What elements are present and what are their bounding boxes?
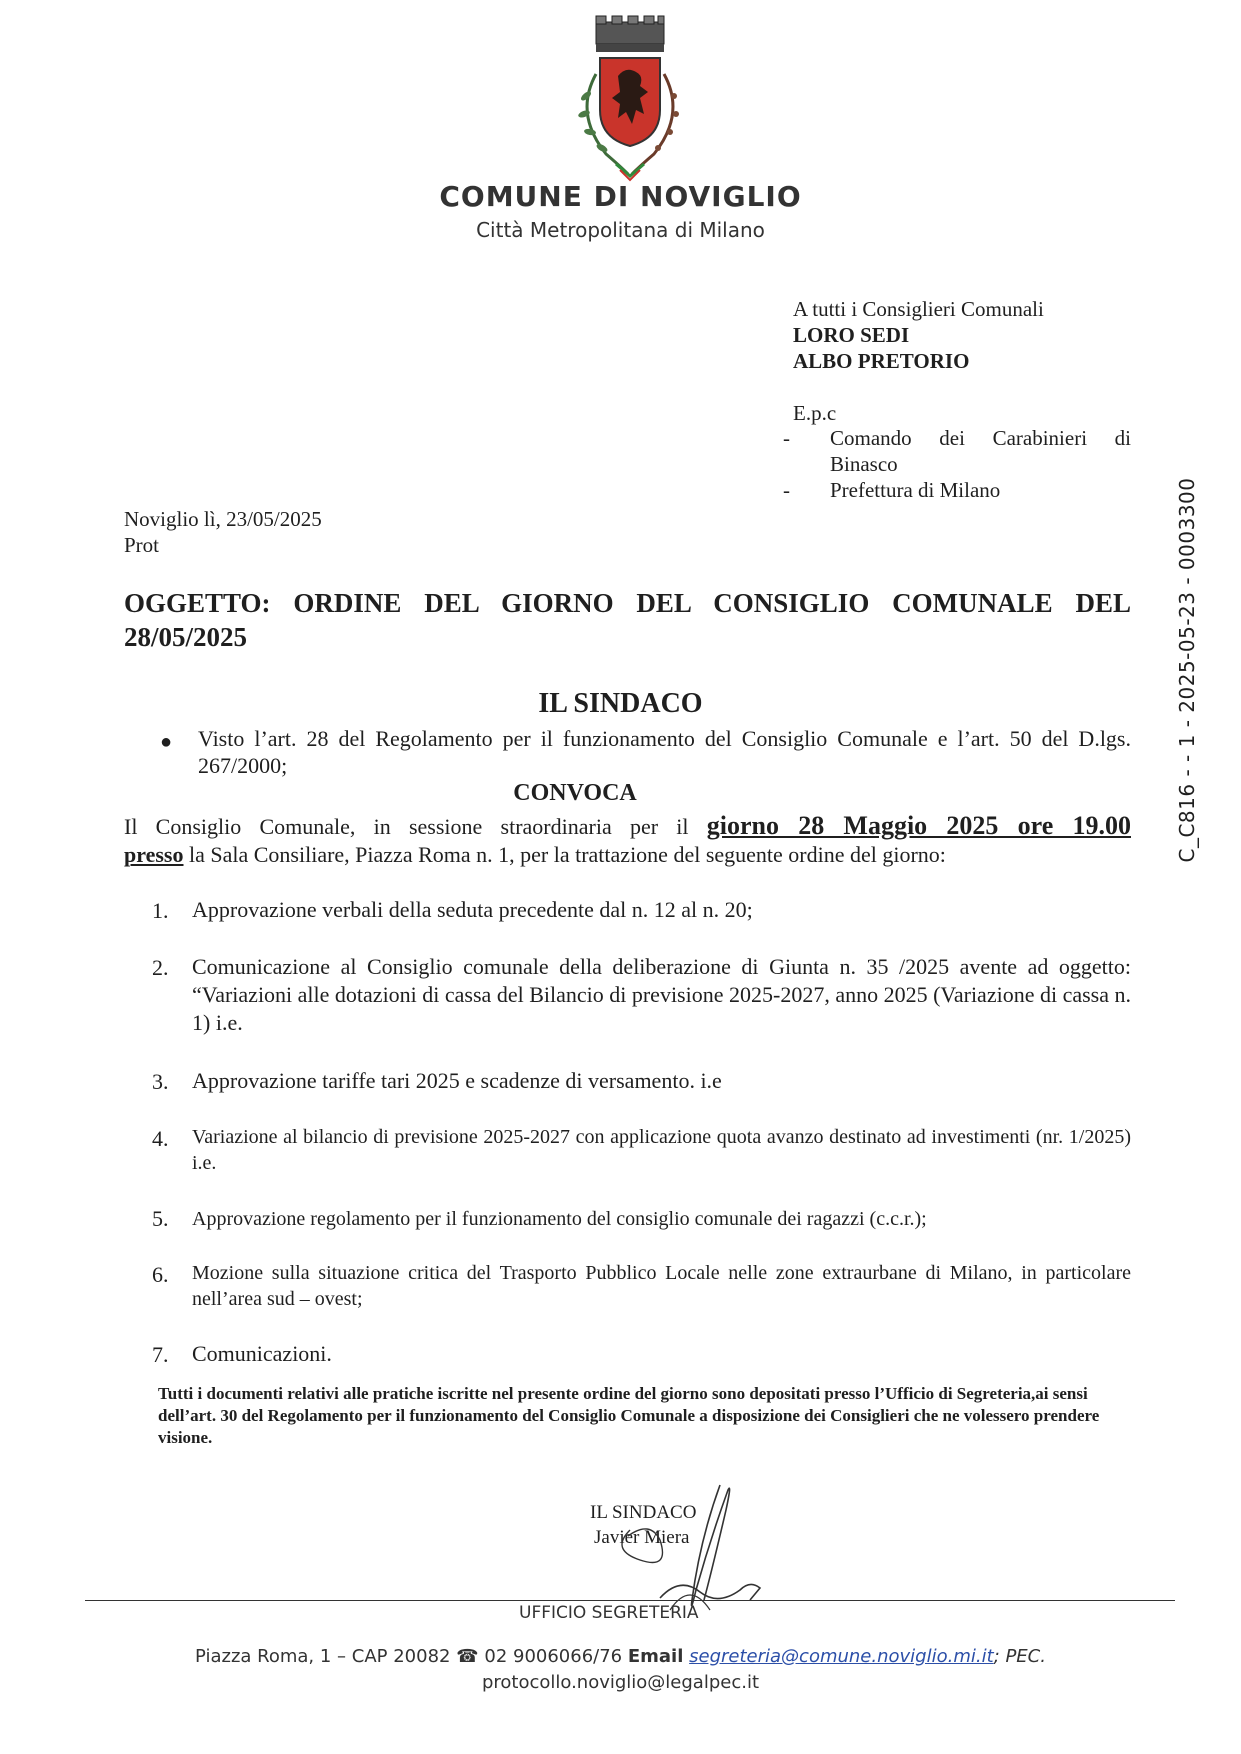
agenda-num: 6.	[152, 1262, 169, 1287]
footer-address: Piazza Roma, 1 – CAP 20082	[195, 1646, 457, 1667]
agenda-item: Approvazione verbali della seduta precedente dal n. 12 al n. 20;	[192, 897, 753, 922]
agenda-item: Variazione al bilancio di previsione 2025-2027 con applicazione quota avanzo destinato ad investimenti (nr. 1/2025) i.e.	[192, 1126, 1131, 1174]
place-date-line: Noviglio lì, 23/05/2025	[124, 507, 322, 531]
footer-contacts	[0, 1646, 1241, 1667]
footer-divider	[85, 1600, 1175, 1601]
org-name: COMUNE DI NOVIGLIO	[439, 180, 802, 213]
agenda-num: 4.	[152, 1126, 169, 1151]
recipient-line-3: ALBO PRETORIO	[793, 349, 970, 373]
cc-dash: -	[783, 426, 790, 450]
agenda-num: 5.	[152, 1206, 169, 1231]
recipient-line-2: LORO SEDI	[793, 323, 910, 347]
protocol-line: Prot	[124, 533, 160, 557]
intro-text-a: Il Consiglio Comunale, in sessione straordinaria per il	[124, 814, 707, 839]
place-date	[124, 506, 322, 558]
agenda-num: 3.	[152, 1069, 169, 1094]
epc-label: E.p.c	[793, 401, 837, 425]
bullet-icon: ●	[160, 731, 173, 753]
intro-presso: presso	[124, 842, 184, 867]
agenda-item: Comunicazioni.	[192, 1341, 332, 1366]
telephone-icon: ☎	[456, 1646, 479, 1667]
protocol-stamp-text: C_C816 - - 1 - 2025-05-23 - 0003300	[1175, 477, 1199, 863]
intro-text-b: la Sala Consiliare, Piazza Roma n. 1, per la trattazione del seguente ordine del giorno:	[183, 842, 946, 867]
agenda-item: Approvazione tariffe tari 2025 e scadenze di versamento. i.e	[192, 1068, 722, 1093]
cc-item-1-line2: Binasco	[830, 452, 898, 476]
agenda-item: Approvazione regolamento per il funzionamento del consiglio comunale dei ragazzi (c.c.r.);	[192, 1208, 927, 1230]
agenda-num: 1.	[152, 898, 169, 923]
footer-email-label: Email	[627, 1646, 684, 1667]
intro-paragraph	[124, 812, 1131, 869]
cc-dash: -	[783, 478, 790, 502]
footer-pec-label: ; PEC.	[993, 1646, 1046, 1667]
convoca-heading: CONVOCA	[513, 780, 637, 806]
org-subtitle: Città Metropolitana di Milano	[476, 218, 765, 242]
agenda-item: Mozione sulla situazione critica del Trasporto Pubblico Locale nelle zone extraurbane di Milano, in particolare nell’area sud – ovest;	[192, 1262, 1131, 1310]
recipient-line-1: A tutti i Consiglieri Comunali	[793, 297, 1044, 321]
cc-item-2: Prefettura di Milano	[830, 478, 1001, 502]
cc-item-1-line1: Comando dei Carabinieri di	[830, 426, 1131, 450]
signature-title: IL SINDACO	[590, 1502, 697, 1523]
visto-paragraph: Visto l’art. 28 del Regolamento per il funzionamento del Consiglio Comunale e l’art. 50 del D.lgs. 267/2000;	[198, 726, 1131, 778]
office-label: UFFICIO SEGRETERIA	[519, 1603, 699, 1623]
signature-name: Javier Miera	[594, 1527, 690, 1548]
handwritten-signature-icon	[600, 1480, 770, 1620]
documents-note: Tutti i documenti relativi alle pratiche iscritte nel presente ordine del giorno sono depositati presso l’Ufficio di Segreteria,ai sensi dell’art. 30 del Regolamento per il funzionamento del Consiglio Comunale a disposizione dei Consiglieri che ne volessero prendere visione.	[158, 1384, 1100, 1447]
agenda-num: 2.	[152, 955, 169, 980]
subject-heading: OGGETTO: ORDINE DEL GIORNO DEL CONSIGLIO COMUNALE DEL 28/05/2025	[124, 588, 1131, 652]
meeting-date-time: giorno 28 Maggio 2025 ore 19.00	[706, 811, 1131, 840]
footer-phone: 02 9006066/76	[478, 1646, 628, 1667]
sindaco-title: IL SINDACO	[538, 688, 703, 719]
municipal-crest-icon	[560, 14, 700, 184]
agenda-item: Comunicazione al Consiglio comunale della deliberazione di Giunta n. 35 /2025 avente ad oggetto: “Variazioni alle dotazioni di cassa del Bilancio di previsione 2025-2027, anno 2025 (Variazione di cassa n. 1) i.e.	[192, 954, 1131, 1035]
footer-pec: protocollo.noviglio@legalpec.it	[481, 1672, 760, 1693]
agenda-num: 7.	[152, 1342, 169, 1367]
footer-email-link[interactable]: segreteria@comune.noviglio.mi.it	[689, 1646, 994, 1667]
